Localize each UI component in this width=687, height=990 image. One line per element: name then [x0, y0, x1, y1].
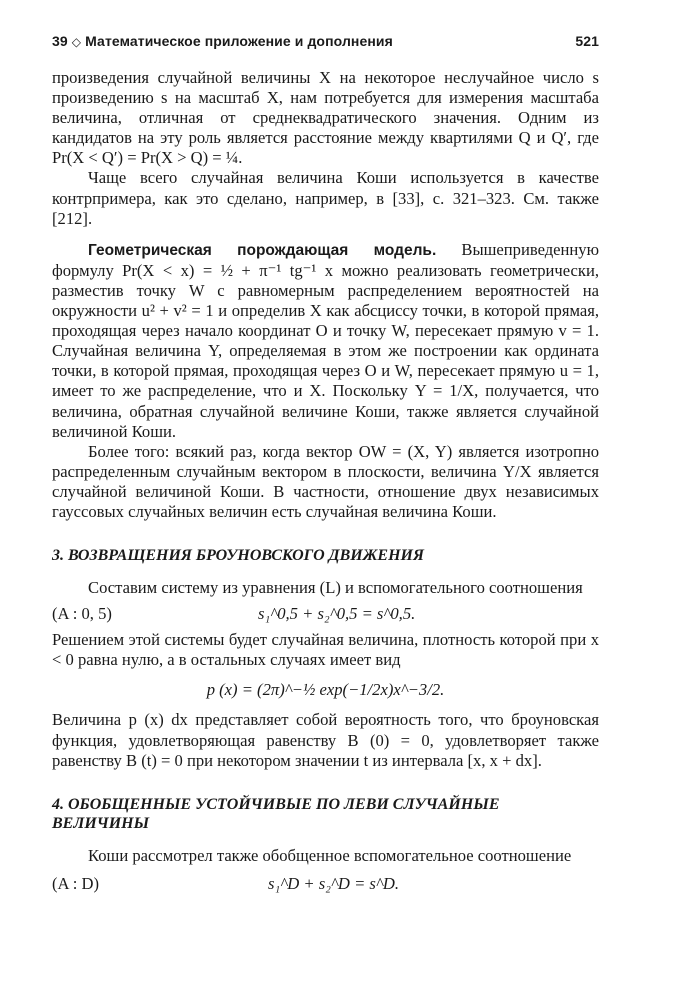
- paragraph-1: произведения случайной величины X на некоторое неслучайное число s произведению s на масштаб X, нам потребуется для измерения масштаба величина, отличная от среднеквадратического значения. Одним из кандидатов на эту роль является расстояние между квартилями Q и Q′, где Pr(X < Q′) = Pr(X > Q) = ¼.: [52, 68, 599, 168]
- paragraph-geometric-model: [52, 240, 599, 442]
- formula-1: [52, 604, 599, 624]
- paragraph-7: Величина p (x) dx представляет собой вероятность того, что броуновская функция, удовлетворяющая равенству B (0) = 0, удовлетворяет также равенству B (t) = 0 при некотором значении t из интервала [x, x + dx].: [52, 710, 599, 770]
- diamond-icon: ◇: [71, 35, 82, 49]
- formula-2: p (x) = (2π)^−½ exp(−1/2x)x^−3/2.: [206, 680, 445, 700]
- paragraph-4: Более того: всякий раз, когда вектор OW = (X, Y) является изотропно распределенным случайным вектором в плоскости, величина Y/X является случайной величиной Коши. В частности, отношение двух независимых гауссовых случайных величин есть случайная величина Коши.: [52, 441, 599, 521]
- paragraph-6: Решением этой системы будет случайная величина, плотность которой при x < 0 равна нулю, а в остальных случаях имеет вид: [52, 630, 599, 670]
- chapter-number: 39: [52, 33, 68, 49]
- formula-1-label: (A : 0, 5): [52, 604, 112, 624]
- section-3-title: 3. ВОЗВРАЩЕНИЯ БРОУНОВСКОГО ДВИЖЕНИЯ: [52, 547, 424, 565]
- section-4-title: 4. ОБОБЩЕННЫЕ УСТОЙЧИВЫЕ ПО ЛЕВИ СЛУЧАЙНЫЕ ВЕЛИЧИНЫ: [52, 795, 500, 832]
- paragraph-3-text: Вышеприведенную формулу Pr(X < x) = ½ + π⁻¹ tg⁻¹ x можно реализовать геометрически, разместив точку W с равномерным распределением вероятностей на окружности u² + v² = 1 и определив X как абсциссу точки, в которой прямая, проходящая через начало координат O и точку W, пересекает прямую v = 1. Случайная величина Y, определяемая в этом же построении как ордината точки, в которой прямая, проходящая через O и W, пересекает прямую u = 1, имеет то же распределение, что и X. Поскольку Y = 1/X, получается, что величина, обратная случайной величине Коши, также является случайной величиной Коши.: [52, 239, 599, 441]
- paragraph-5: Составим систему из уравнения (L) и вспомогательного соотношения: [88, 578, 583, 598]
- formula-3: [52, 874, 599, 894]
- chapter-title: Математическое приложение и дополнения: [85, 33, 393, 49]
- formula-3-expression: s₁^D + s₂^D = s^D.: [268, 873, 399, 893]
- page-number: 521: [575, 33, 599, 49]
- paragraph-2: Чаще всего случайная величина Коши используется в качестве контрпримера, как это сделано, например, в [33], с. 321–323. См. также [212].: [52, 168, 599, 228]
- formula-1-expression: s₁^0,5 + s₂^0,5 = s^0,5.: [258, 604, 416, 624]
- paragraph-8: Коши рассмотрел также обобщенное вспомогательное соотношение: [88, 845, 572, 865]
- subheading-geometric-model: Геометрическая порождающая модель.: [88, 241, 437, 259]
- header-left: [52, 33, 393, 49]
- text-body: [52, 68, 599, 894]
- formula-3-label: (A : D): [52, 873, 100, 893]
